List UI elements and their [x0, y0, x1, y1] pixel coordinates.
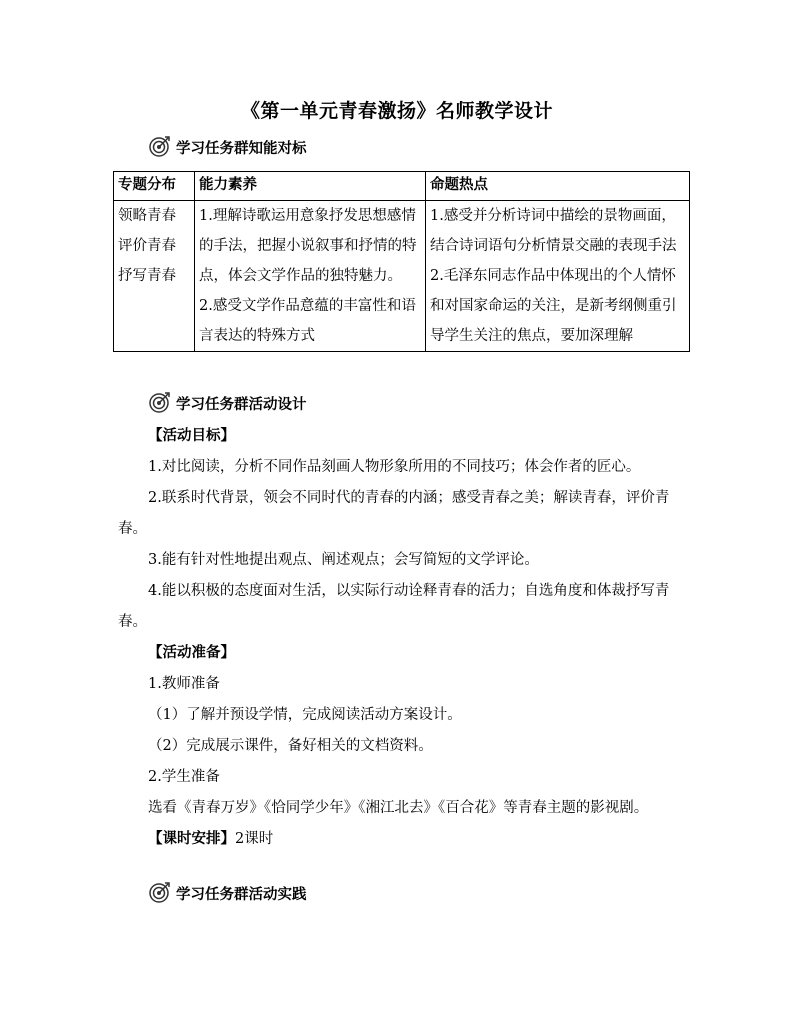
hotspot-item: 1.感受并分析诗词中描绘的景物画面，结合诗词语句分析情景交融的表现手法 — [430, 208, 677, 254]
ability-item: 2.感受文学作品意蕴的丰富性和语言表达的特殊方式 — [199, 298, 416, 344]
schedule-line — [118, 824, 678, 855]
hotspot-item: 2.毛泽东同志作品中体现出的个人情怀和对国家命运的关注，是新考纲侧重引导学生关注的焦点，要加深理解 — [430, 268, 677, 344]
teacher-prep-item: （1）了解并预设学情，完成阅读活动方案设计。 — [148, 707, 462, 723]
section-heading-label: 学习任务群知能对标 — [176, 141, 307, 157]
target-icon — [148, 880, 172, 904]
table-row — [114, 201, 690, 352]
teacher-prep-item: （2）完成展示课件，备好相关的文档资料。 — [148, 738, 433, 754]
section-heading-activity-design — [148, 390, 307, 414]
table-header: 专题分布 — [114, 172, 195, 201]
knowledge-table — [113, 171, 690, 352]
ability-item: 1.理解诗歌运用意象抒发思想感情的手法，把握小说叙事和抒情的特点，体会文学作品的独特魅力。 — [199, 208, 417, 284]
table-header: 命题热点 — [426, 172, 690, 201]
teacher-prep-heading: 1.教师准备 — [148, 676, 220, 692]
table-header-row — [114, 172, 690, 201]
goal-item: 2.联系时代背景，领会不同时代的青春的内涵；感受青春之美；解读青春，评价青春。 — [118, 490, 670, 537]
schedule-value: 2课时 — [235, 831, 274, 847]
topic-item: 领略青春 — [118, 208, 176, 224]
section-heading-practice — [148, 880, 307, 904]
section-heading-label: 学习任务群活动设计 — [176, 397, 307, 413]
student-prep-text: 选看《青春万岁》《恰同学少年》《湘江北去》《百合花》等青春主题的影视剧。 — [148, 800, 649, 816]
prep-heading: 【活动准备】 — [148, 645, 235, 661]
activity-body — [118, 421, 678, 855]
table-cell-topics — [114, 201, 195, 352]
goal-item: 4.能以积极的态度面对生活，以实际行动诠释青春的活力；自选角度和体裁抒写青春。 — [118, 583, 670, 630]
target-icon — [148, 134, 172, 158]
document-title: 《第一单元青春激扬》名师教学设计 — [240, 100, 553, 122]
table-cell-abilities — [195, 201, 426, 352]
section-heading-knowledge — [148, 134, 307, 158]
topic-item: 评价青春 — [118, 238, 176, 254]
goal-item: 1.对比阅读，分析不同作品刻画人物形象所用的不同技巧；体会作者的匠心。 — [148, 459, 641, 475]
goal-heading: 【活动目标】 — [148, 428, 235, 444]
schedule-heading: 【课时安排】 — [148, 831, 235, 847]
table-cell-hotspots — [426, 201, 690, 352]
student-prep-heading: 2.学生准备 — [148, 769, 220, 785]
section-heading-label: 学习任务群活动实践 — [176, 887, 307, 903]
goal-item: 3.能有针对性地提出观点、阐述观点；会写简短的文学评论。 — [148, 552, 539, 568]
target-icon — [148, 390, 172, 414]
topic-item: 抒写青春 — [118, 268, 176, 284]
table-header: 能力素养 — [195, 172, 426, 201]
